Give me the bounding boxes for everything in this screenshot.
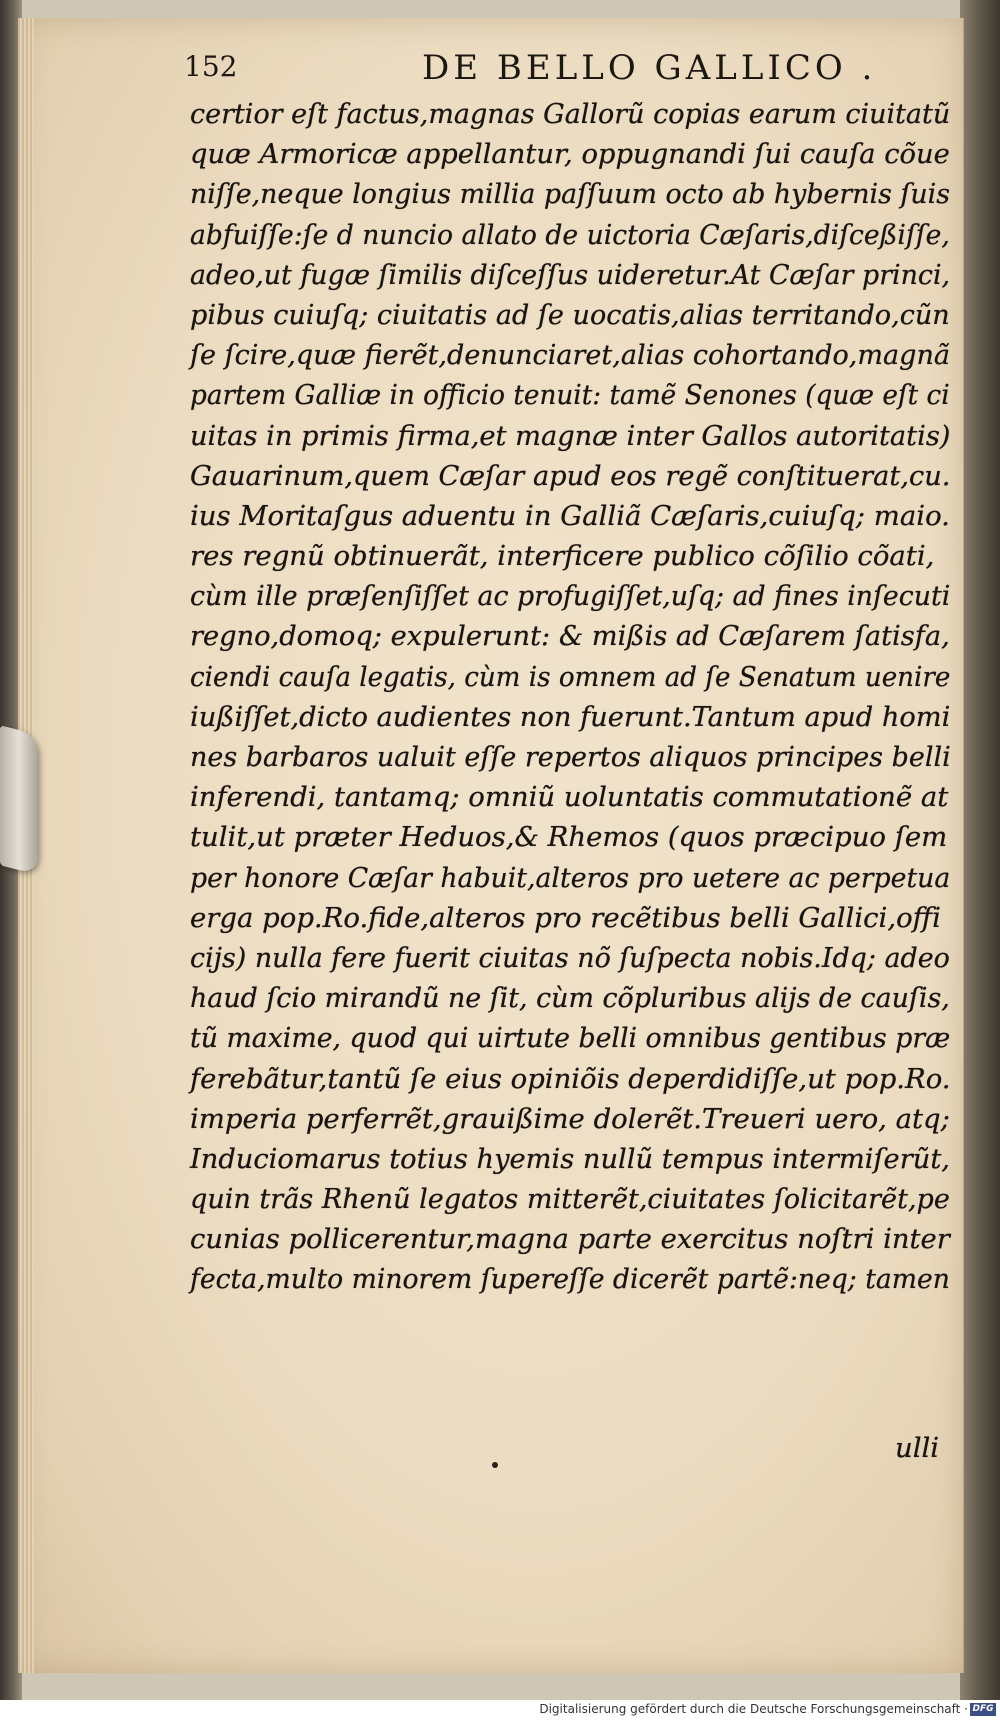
text-line: Gauarinum,quem Cæſar apud eos regẽ conſtituerat,cu. xyxy=(190,459,951,492)
text-line: ſe ſcire,quæ fierẽt,denunciaret,alias cohortando,magnã xyxy=(190,339,950,372)
text-line: pibus cuiuſq; ciuitatis ad ſe uocatis,alias territando,cũn xyxy=(190,298,950,331)
text-line: abfuiſſe:ſe d nuncio allato de uictoria Cæſaris,diſceßiſſe, xyxy=(190,218,950,251)
book-right-edge xyxy=(960,0,1000,1720)
dfg-logo-icon: DFG xyxy=(970,1703,996,1716)
text-line: tulit,ut præter Heduos,& Rhemos (quos præcipuo ſem xyxy=(190,821,948,854)
running-head-title: DE BELLO GALLICO . xyxy=(422,48,877,88)
text-line: ciendi cauſa legatis, cùm is omnem ad ſe Senatum uenire xyxy=(190,660,951,693)
folio-number: 152 xyxy=(184,50,238,83)
text-line: cùm ille præſenſiſſet ac profugiſſet,uſq; ad fines inſecuti xyxy=(190,580,951,613)
running-head xyxy=(184,48,904,98)
text-line: per honore Cæſar habuit,alteros pro uetere ac perpetua xyxy=(190,861,951,894)
text-line: Induciomarus totius hyemis nullũ tempus intermiſerũt, xyxy=(190,1142,950,1175)
ink-dot xyxy=(492,1462,498,1468)
text-line: nes barbaros ualuit eſſe repertos aliquos principes belli xyxy=(190,741,951,773)
text-line: ius Moritaſgus aduentu in Galliã Cæſaris,cuiuſq; maio. xyxy=(190,499,950,532)
text-line: ferebãtur,tantũ ſe eius opiniõis deperdidiſſe,ut pop.Ro. xyxy=(190,1062,951,1095)
ribbon-bookmark xyxy=(0,725,38,874)
text-line: quæ Armoricæ appellantur, oppugnandi ſui cauſa cõue xyxy=(190,138,950,171)
text-line: res regnũ obtinuerãt, interficere publico cõſilio cõati, xyxy=(190,540,935,573)
text-line: imperia perferrẽt,grauißime dolerẽt.Treueri uero, atq; xyxy=(190,1102,950,1135)
text-line: inferendi, tantamq; omniũ uoluntatis commutationẽ at xyxy=(190,781,949,814)
text-line: adeo,ut fugæ ſimilis diſceſſus uideretur.At Cæſar princi, xyxy=(190,258,951,291)
text-line: iußiſſet,dicto audientes non fuerunt.Tantum apud homi xyxy=(190,700,951,733)
text-line: fecta,multo minorem ſupereſſe dicerẽt partẽ:neq; tamen xyxy=(190,1263,950,1296)
text-line: cunias pollicerentur,magna parte exercitus noſtri inter xyxy=(190,1223,950,1256)
text-line: partem Galliæ in officio tenuit: tamẽ Senones (quæ eſt ci xyxy=(190,379,950,412)
text-line: cijs) nulla fere fuerit ciuitas nõ ſuſpecta nobis.Idq; adeo xyxy=(190,941,950,974)
text-line: regno,domoq; expulerunt: & mißis ad Cæſarem ſatisfa, xyxy=(190,620,950,653)
text-line: certior eſt factus,magnas Gallorũ copias earum ciuitatũ xyxy=(190,98,951,130)
text-line: haud ſcio mirandũ ne ſit, cùm cõpluribus alijs de cauſis, xyxy=(190,982,950,1015)
footer-credit: Digitalisierung gefördert durch die Deutsche Forschungsgemeinschaft · xyxy=(539,1702,968,1716)
text-line: uitas in primis firma,et magnæ inter Gallos autoritatis) xyxy=(190,419,951,452)
text-line: erga pop.Ro.fide,alteros pro recẽtibus belli Gallici,offi xyxy=(190,901,941,934)
text-line: niſſe,neque longius millia paſſuum octo ab hybernis ſuis xyxy=(190,178,951,211)
body-text xyxy=(190,94,950,1300)
text-line: quin trãs Rhenũ legatos mitterẽt,ciuitates ſolicitarẽt,pe xyxy=(190,1183,950,1216)
text-line: tũ maxime, quod qui uirtute belli omnibus gentibus præ xyxy=(190,1022,951,1055)
catchword: ulli xyxy=(895,1432,940,1464)
